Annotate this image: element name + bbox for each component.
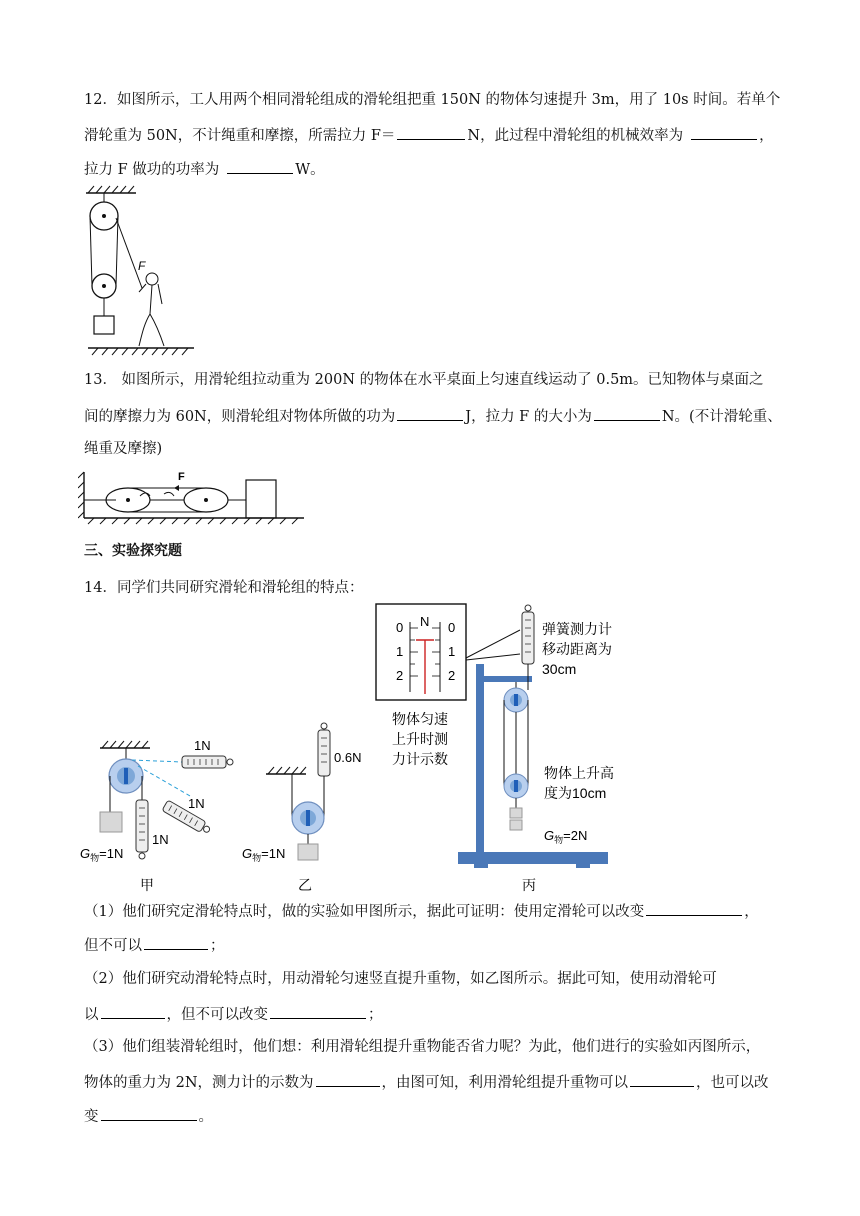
- q14-p2-blank-2[interactable]: [270, 1003, 366, 1019]
- q14-p3-text-f: 。: [198, 1109, 213, 1125]
- q14-experiment-figure: [70, 600, 630, 900]
- q13-text-3: 绳重及摩擦): [84, 441, 163, 457]
- q13-text-2a: 间的摩擦力为 60N，则滑轮组对物体所做的功为: [84, 409, 396, 425]
- q14-p2-text-c: ，但不可以改变: [166, 1007, 268, 1023]
- jia-scale-reading-2: 1N: [188, 796, 205, 811]
- bing-scale-left-0: 0: [396, 620, 404, 635]
- bing-stand-pole: [476, 664, 484, 852]
- q14-p3-text-b: 物体的重力为 2N，测力计的示数为: [84, 1075, 314, 1091]
- q14-p2-text-d: ；: [368, 1007, 383, 1023]
- q14-p1-line-2: [84, 934, 225, 956]
- q14-p3-text-a: （3）他们组装滑轮组时，他们想：利用滑轮组提升重物能否省力呢？为此，他们进行的实验如丙图所示，: [84, 1039, 761, 1055]
- fig-bing: [376, 604, 614, 893]
- q14-p3-text-c: ，由图可知，利用滑轮组提升重物可以: [381, 1075, 629, 1091]
- q12-pulley-figure: [84, 184, 199, 359]
- q13-answer-force-blank[interactable]: [594, 405, 660, 421]
- q13-block: [246, 480, 276, 518]
- yi-weight-block: [298, 844, 318, 860]
- yi-weight-label: $G_物=1N$: [242, 846, 286, 863]
- bing-scale-right-0: 0: [448, 620, 456, 635]
- q14-p2-line-1: [84, 969, 717, 989]
- bing-weight-block-2: [510, 820, 522, 830]
- q12-force-label: F: [138, 259, 146, 273]
- q12-text-1: 12．如图所示，工人用两个相同滑轮组成的滑轮组把重 150N 的物体匀速提升 3m，用了 10s 时间。若单个: [84, 92, 781, 108]
- q13-text-2c: N。(不计滑轮重、: [661, 409, 782, 425]
- q14-p3-blank-1[interactable]: [316, 1071, 380, 1087]
- bing-spring-label-1: 弹簧测力计: [542, 621, 612, 637]
- q14-intro: [84, 578, 363, 598]
- q14-p1-text-a: （1）他们研究定滑轮特点时，做的实验如甲图所示，据此可证明：使用定滑轮可以改变: [84, 904, 645, 920]
- q12-line-2: [84, 124, 774, 146]
- bing-inset-caption-2: 上升时测: [392, 731, 448, 747]
- q13-force-label: F: [178, 471, 185, 483]
- q14-p2-text-a: （2）他们研究动滑轮特点时，用动滑轮匀速竖直提升重物，如乙图所示。据此可知，使用动滑轮可: [84, 971, 717, 987]
- bing-spring-label-3: 30cm: [542, 661, 577, 677]
- bing-inset-caption-1: 物体匀速: [392, 711, 448, 727]
- bing-scale-left-1: 1: [396, 644, 404, 659]
- bing-scale-right-1: 1: [448, 644, 456, 659]
- q12-text-3b: W。: [295, 162, 325, 178]
- q12-text-2b: N，此过程中滑轮组的机械效率为: [467, 128, 684, 144]
- bing-spring-label-2: 移动距离为: [542, 641, 612, 657]
- q12-load-block: [94, 316, 114, 334]
- jia-caption: 甲: [140, 877, 154, 893]
- jia-spring-scale-horizontal: [182, 756, 226, 768]
- q14-p3-text-e: 变: [84, 1109, 99, 1125]
- q14-p1-blank-1[interactable]: [646, 900, 742, 916]
- bing-rise-label-2: 度为10cm: [544, 785, 607, 801]
- q12-answer-efficiency-blank[interactable]: [691, 124, 757, 140]
- q14-p1-line-1: [84, 900, 759, 922]
- fig-jia: [80, 738, 233, 893]
- yi-caption: 乙: [298, 877, 312, 893]
- yi-scale-reading: 0.6N: [334, 750, 362, 765]
- q14-p3-line-3: [84, 1105, 213, 1127]
- bing-scale-left-2: 2: [396, 668, 404, 683]
- q14-p1-text-b: ，: [744, 904, 759, 920]
- q14-p1-text-c: 但不可以: [84, 938, 142, 954]
- jia-scale-reading-1: 1N: [194, 738, 211, 753]
- q13-line-3: [84, 439, 162, 459]
- fig-yi: [242, 723, 361, 893]
- jia-weight-block: [100, 812, 122, 832]
- bing-scale-right-2: 2: [448, 668, 456, 683]
- q13-text-1: 13． 如图所示，用滑轮组拉动重为 200N 的物体在水平桌面上匀速直线运动了 0.5m。已知物体与桌面之: [84, 372, 764, 388]
- q14-p3-text-d: ，也可以改: [696, 1075, 769, 1091]
- q13-line-2: [84, 405, 782, 427]
- q12-text-2c: ，: [759, 128, 774, 144]
- q12-answer-power-blank[interactable]: [227, 158, 293, 174]
- q14-p2-blank-1[interactable]: [101, 1003, 165, 1019]
- q12-line-3: [84, 158, 325, 180]
- q12-text-3a: 拉力 F 做功的功率为: [84, 162, 220, 178]
- q12-text-2a: 滑轮重为 50N，不计绳重和摩擦，所需拉力 F＝: [84, 128, 396, 144]
- q14-p3-line-1: [84, 1037, 760, 1057]
- q14-intro-text: 14．同学们共同研究滑轮和滑轮组的特点：: [84, 580, 364, 596]
- q14-p1-text-d: ；: [210, 938, 225, 954]
- bing-weight-block-1: [510, 808, 522, 818]
- bing-weight-label: $G_物=2N$: [544, 828, 588, 845]
- q14-p2-text-b: 以: [84, 1007, 99, 1023]
- bing-stand-base: [458, 852, 608, 864]
- bing-caption: 丙: [522, 877, 536, 893]
- q12-line-1: [84, 90, 780, 110]
- jia-weight-label: $G_物=1N$: [80, 846, 124, 863]
- q14-p3-blank-3[interactable]: [101, 1105, 197, 1121]
- q12-answer-force-blank[interactable]: [397, 124, 465, 140]
- jia-scale-reading-3: 1N: [152, 832, 169, 847]
- bing-scale-unit: N: [420, 614, 430, 629]
- q14-p1-blank-2[interactable]: [144, 934, 208, 950]
- section-3-title: 三、实验探究题: [84, 543, 182, 559]
- q13-text-2b: J，拉力 F 的大小为: [465, 409, 592, 425]
- bing-rise-label-1: 物体上升高: [544, 765, 614, 781]
- q14-p2-line-2: [84, 1003, 383, 1025]
- q13-pulley-figure: [78, 466, 308, 528]
- yi-spring-scale: [318, 730, 330, 776]
- q13-line-1: [84, 370, 764, 390]
- q14-p3-line-2: [84, 1071, 769, 1093]
- q14-p3-blank-2[interactable]: [630, 1071, 694, 1087]
- q13-answer-work-blank[interactable]: [397, 405, 463, 421]
- bing-inset-caption-3: 力计示数: [392, 751, 448, 767]
